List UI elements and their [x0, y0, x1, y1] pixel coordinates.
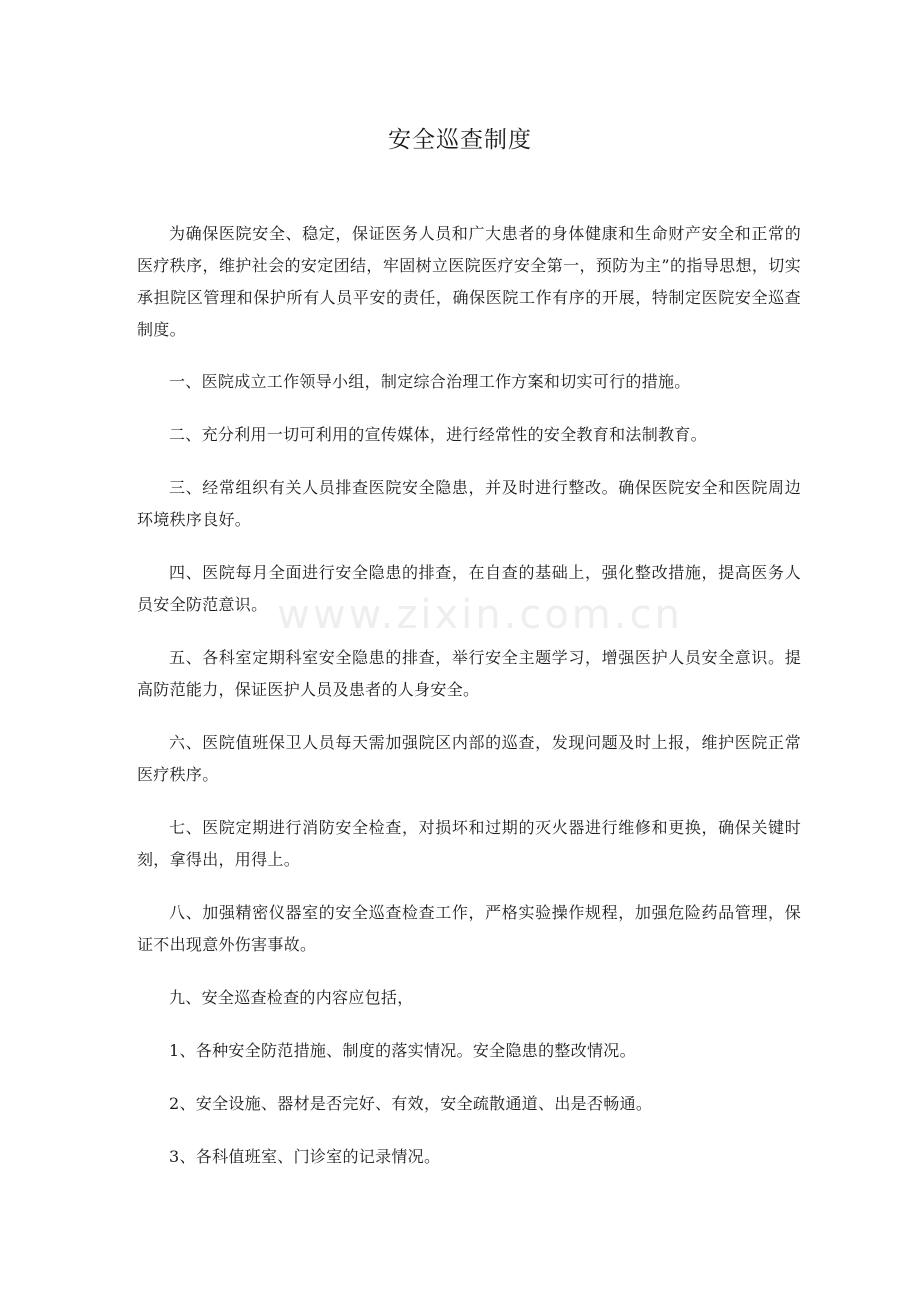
section-paragraph: 九、安全巡查检查的内容应包括， [169, 988, 414, 1007]
watermark-text: www.zixin.com.cn [277, 592, 683, 638]
section-paragraph: 七、医院定期进行消防安全检查，对损坏和过期的灭火器进行维修和更换，确保关键时刻，拿得出，用得上。 [137, 818, 801, 869]
intro-paragraph: 为确保医院安全、稳定，保证医务人员和广大患者的身体健康和生命财产安全和正常的医疗秩序，维护社会的安定团结，牢固树立医院医疗安全第一，预防为主”的指导思想，切实承担院区管理和保护所有人员平安的责任，确保医院工作有序的开展，特制定医院安全巡查制度。 [137, 224, 801, 339]
document-title: 安全巡查制度 [388, 127, 532, 153]
section-paragraph: 四、医院每月全面进行安全隐患的排查，在自查的基础上，强化整改措施，提高医务人员安全防范意识。 [137, 563, 801, 614]
section-paragraph: 六、医院值班保卫人员每天需加强院区内部的巡查，发现问题及时上报，维护医院正常医疗秩序。 [137, 733, 801, 784]
section-paragraph: 三、经常组织有关人员排查医院安全隐患，并及时进行整改。确保医院安全和医院周边环境秩序良好。 [137, 478, 801, 529]
document-body [137, 218, 801, 1194]
section-paragraph: 八、加强精密仪器室的安全巡查检查工作，严格实验操作规程，加强危险药品管理，保证不出现意外伤害事故。 [137, 903, 801, 954]
section-paragraph: 二、充分利用一切可利用的宣传媒体，进行经常性的安全教育和法制教育。 [169, 425, 707, 444]
checklist-item: 2、安全设施、器材是否完好、有效，安全疏散通道、出是否畅通。 [169, 1094, 653, 1113]
checklist-item: 3、各科值班室、门诊室的记录情况。 [169, 1147, 441, 1166]
section-paragraph: 五、各科室定期科室安全隐患的排查，举行安全主题学习，增强医护人员安全意识。提高防范能力，保证医护人员及患者的人身安全。 [137, 648, 801, 699]
section-paragraph: 一、医院成立工作领导小组，制定综合治理工作方案和切实可行的措施。 [169, 372, 691, 391]
checklist-item: 1、各种安全防范措施、制度的落实情况。安全隐患的整改情况。 [169, 1041, 636, 1060]
